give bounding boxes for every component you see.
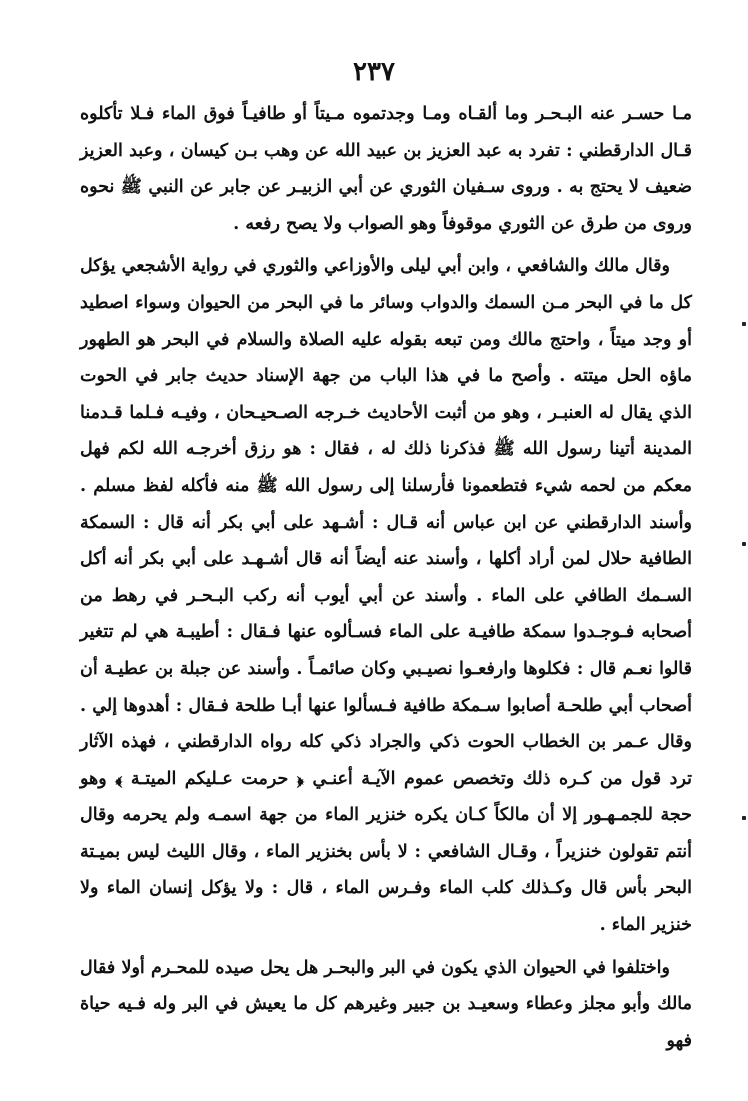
paragraph-3: واختلفوا في الحيوان الذي يكون في البر والبحـر هل يحل صيده للمحـرم أولا فقال مالك وأبو مجلز وعطاء وسعيـد بن جبير وغيرهم كل ما يعيش في البر وله فـيه حياة فهو <box>80 957 692 1051</box>
paragraph-2: وقال مالك والشافعي ، وابن أبي ليلى والأوزاعي والثوري في رواية الأشجعي يؤكل كل ما في البحر مـن السمك والدواب وسائر ما في البحر من الحيوان وسواء اصطيد أو وجد ميتاً ، واحتج مالك ومن تبعه بقوله عليه الصلاة والسلام في البحر هو الطهور ماؤه الحل ميتته . وأصح ما في هذا الباب من جهة الإسناد حديث جابر في الحوت الذي يقال له العنبـر ، وهو من أثبت الأحاديث خـرجه الصـحيـحان ، وفيـه فـلما قـدمنا المدينة أتينا رسول الله ﷺ فذكرنا ذلك له ، فقال : هو رزق أخرجـه الله لكم فهل معكم من لحمه شيء فتطعمونا فأرسلنا إلى رسول الله ﷺ منه فأكله لفظ مسلم . وأسند الدارقطني عن ابن عباس أنه قـال : أشـهد على أبي بكر أنه قال : السمكة الطافية حلال لمن أراد أكلها ، وأسند عنه أيضاً أنه قال أشـهـد على أبي بكر أنه أكل السـمك الطافي على الماء . وأسند عن أبي أيوب أنه ركب البـحـر في رهط من أصحابه فـوجـدوا سمكة طافيـة على الماء فسـألوه عنها فـقال : أطيبـة هي لم تتغير قالوا نعـم قال : فكلوها وارفعـوا نصيـبي وكان صائمـاً . وأسند عن جبلة بن عطيـة أن أصحاب أبي طلحـة أصابوا سـمكة طافية فـسألوا عنها أبـا طلحة فـقال : أهدوها إلي . وقال عـمر بن الخطاب الحوت ذكي والجراد ذكي كله رواه الدارقطني ، فهذه الآثار ترد قول من كـره ذلك وتخصص عموم الآيـة أعنـي ﴿ حرمت عـليكم الميتـة ﴾ وهو حجة للجمـهـور إلا أن مالكاً كـان يكره خنزير الماء من جهة اسمـه ولم يحرمه وقال أنتم تقولون خنزيراً ، وقـال الشافعي : لا بأس بخنزير الماء ، وقال الليث ليس بميـتة البحر بأس قال وكـذلك كلب الماء وفـرس الماء ، قال : ولا يؤكل إنسان الماء ولا خنزير الماء . <box>80 256 692 936</box>
binding-mark <box>742 542 746 546</box>
binding-mark <box>742 322 746 326</box>
paragraph-1: مـا حسـر عنه البـحـر وما ألقـاه ومـا وجدتموه مـيتاً أو طافيـاً فوق الماء فـلا تأكلوه قـال الدارقطني : تفرد به عبد العزيز بن عبيد الله عن وهب بـن كيسان ، وعبد العزيز ضعيف لا يحتج به . وروى سـفيان الثوري عن أبي الزبيـر عن جابر عن النبي ﷺ نحوه وروى من طرق عن الثوري موقوفاً وهو الصواب ولا يصح رفعه . <box>80 104 692 234</box>
page-number: ٢٣٧ <box>353 57 395 87</box>
page-body-text <box>80 96 692 1059</box>
binding-mark <box>742 816 746 820</box>
